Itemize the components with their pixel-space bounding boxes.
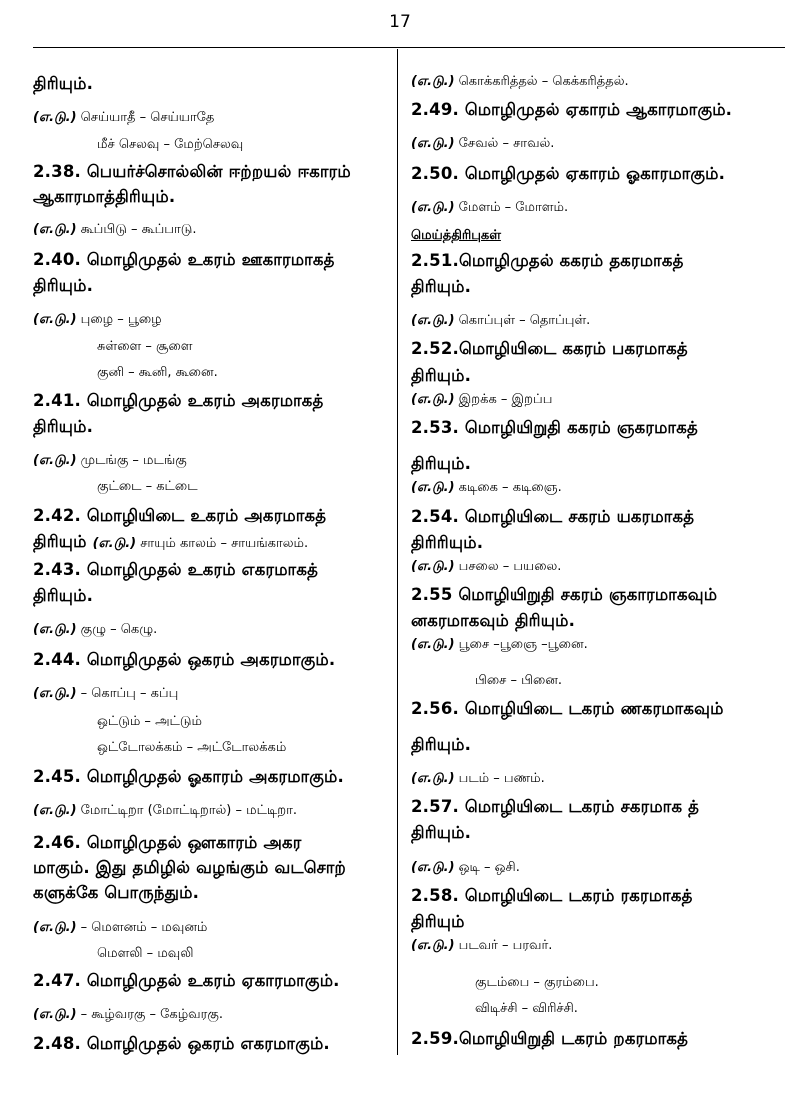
- rule-heading: களுக்கே பொருந்தும்.: [33, 883, 200, 902]
- rule-heading: 2.59.மொழியிறுதி டகரம் றகரமாகத்: [411, 1029, 689, 1048]
- example-text: – கூழ்வரகு – கேழ்வரகு.: [76, 1007, 223, 1022]
- rule-heading: 2.58. மொழியிடை டகரம் ரகரமாகத்: [411, 886, 693, 905]
- example-text: குழு – கெழு.: [76, 622, 158, 637]
- example-line: [411, 134, 783, 154]
- rule-heading: திரியும்.: [33, 586, 94, 605]
- rule-heading: 2.43. மொழிமுதல் உகரம் எகரமாகத்: [33, 560, 319, 579]
- example-label: (எ.டு.): [33, 453, 77, 468]
- example-label: (எ.டு.): [33, 803, 77, 818]
- example-text: மேளம் – மோளம்.: [454, 200, 569, 215]
- example-line: [411, 858, 783, 878]
- rule-heading: திரியும்.: [411, 735, 472, 754]
- rule-heading: திரியும்.: [411, 366, 472, 385]
- example-continuation: விடிச்சி – விரிச்சி.: [475, 1001, 578, 1016]
- example-continuation: ஒட்டும் – அட்டும்: [97, 714, 202, 729]
- example-label: (எ.டு.): [411, 200, 455, 215]
- rule-heading: 2.46. மொழிமுதல் ஔகாரம் அகர: [33, 833, 302, 852]
- rule-heading: திரியும்.: [33, 276, 94, 295]
- example-line: [411, 198, 783, 218]
- example-label: (எ.டு.): [33, 686, 77, 701]
- rule-heading: 2.56. மொழியிடை டகரம் ணகரமாகவும்: [411, 699, 724, 718]
- rule-heading: 2.41. மொழிமுதல் உகரம் அகரமாகத்: [33, 391, 324, 410]
- example-line: [33, 801, 389, 821]
- example-line: [33, 108, 389, 128]
- rule-heading: 2.38. பெயர்ச்சொல்லின் ஈற்றயல் ஈகாரம்: [33, 162, 351, 181]
- rule-heading: 2.54. மொழியிடை சகரம் யகரமாகத்: [411, 507, 695, 526]
- example-text: கொக்கரித்தல் – கெக்கரித்தல்.: [454, 74, 629, 89]
- example-continuation: ஒட்டோலக்கம் – அட்டோலக்கம்: [97, 740, 287, 755]
- rule-heading: திரியும்.: [411, 454, 472, 473]
- rule-heading: 2.52.மொழியிடை ககரம் பகரமாகத்: [411, 339, 688, 358]
- example-label: (எ.டு.): [411, 74, 455, 89]
- rule-heading: திரியும்.: [33, 74, 94, 93]
- example-continuation: மௌலி – மவுலி: [97, 946, 194, 961]
- example-continuation: பிசை – பினை.: [475, 673, 563, 688]
- example-text: – மௌனம் – மவுனம்: [76, 920, 208, 935]
- rule-heading: ஆகாரமாத்திரியும்.: [33, 187, 176, 206]
- rule-heading: மாகும். இது தமிழில் வழங்கும் வடசொற்: [33, 858, 346, 877]
- rule-heading: 2.55 மொழியிறுதி சகரம் ஞகாரமாகவும்: [411, 585, 718, 604]
- example-text: இறக்க – இறப்ப: [454, 392, 553, 407]
- header-rule: [33, 47, 785, 48]
- example-text: பசலை – பயலை.: [454, 559, 562, 574]
- example-continuation: மீச் செலவு – மேற்செலவு: [97, 137, 244, 152]
- example-line: [411, 635, 783, 655]
- example-label: (எ.டு.): [411, 313, 455, 328]
- example-text: கூப்பிடு – கூப்பாடு.: [76, 222, 197, 237]
- rule-heading: திரியும்.: [33, 417, 94, 436]
- example-label: (எ.டு.): [33, 222, 77, 237]
- example-line: [33, 310, 389, 330]
- example-line: [411, 72, 783, 92]
- example-text: சாயும் காலம் – சாயங்காலம்.: [136, 536, 309, 551]
- example-label: (எ.டு.): [411, 480, 455, 495]
- example-text: செய்யாதீ – செய்யாதே: [76, 110, 215, 125]
- example-label: (எ.டு.): [33, 1007, 77, 1022]
- example-line: [411, 769, 783, 789]
- example-text: புழை – பூழை: [76, 312, 162, 327]
- example-label: (எ.டு.): [33, 110, 77, 125]
- rule-heading: 2.50. மொழிமுதல் ஏகாரம் ஓகாரமாகும்.: [411, 164, 726, 183]
- rule-heading: திரியும்.: [411, 277, 472, 296]
- example-text: – கொப்பு – கப்பு: [76, 686, 179, 701]
- example-line: [33, 684, 389, 704]
- rule-heading: திரிரியும்.: [411, 533, 484, 552]
- rule-heading: 2.44. மொழிமுதல் ஒகரம் அகரமாகும்.: [33, 650, 336, 669]
- example-label: (எ.டு.): [411, 860, 455, 875]
- example-continuation: குடம்பை – குரம்பை.: [475, 975, 599, 990]
- example-continuation: சுள்ளை – சூளை: [97, 339, 193, 354]
- example-line: [33, 451, 389, 471]
- rule-heading: 2.53. மொழியிறுதி ககரம் ஞகரமாகத்: [411, 418, 698, 437]
- example-line: [33, 918, 389, 938]
- example-continuation: குட்டை – கட்டை: [97, 479, 198, 494]
- rule-heading: 2.42. மொழியிடை உகரம் அகரமாகத்: [33, 506, 327, 525]
- rule-heading: 2.49. மொழிமுதல் ஏகாரம் ஆகாரமாகும்.: [411, 100, 733, 119]
- text-line: [411, 224, 783, 246]
- rule-heading: திரியும்: [411, 912, 465, 931]
- example-continuation: குனி – கூனி, கூனை.: [97, 365, 218, 380]
- example-label: (எ.டு.): [411, 559, 455, 574]
- example-line: [411, 557, 783, 577]
- example-text: கடிகை – கடிஞை.: [454, 480, 562, 495]
- rule-heading: 2.57. மொழியிடை டகரம் சகரமாக த்: [411, 797, 700, 816]
- example-text: மோட்டிறா (மோட்டிறால்) – மட்டிறா.: [76, 803, 298, 818]
- rule-heading: 2.51.மொழிமுதல் ககரம் தகரமாகத்: [411, 251, 684, 270]
- rule-heading: னகரமாகவும் திரியும்.: [411, 611, 576, 630]
- heading-with-example: [33, 530, 389, 554]
- example-text: சேவல் – சாவல்.: [454, 136, 555, 151]
- rule-heading: திரியும்.: [411, 823, 472, 842]
- example-label: (எ.டு.): [411, 392, 455, 407]
- example-line: [33, 620, 389, 640]
- example-label: (எ.டு.): [33, 622, 77, 637]
- example-text: படம் – பணம்.: [454, 771, 545, 786]
- example-text: முடங்கு – மடங்கு: [76, 453, 187, 468]
- example-label: (எ.டு.): [411, 637, 455, 652]
- column-divider: [397, 49, 398, 1055]
- example-label: (எ.டு.): [411, 136, 455, 151]
- example-text: கொப்புள் – தொப்புள்.: [454, 313, 591, 328]
- example-line: [33, 220, 389, 240]
- rule-heading: 2.47. மொழிமுதல் உகரம் ஏகாரமாகும்.: [33, 971, 340, 990]
- example-text: படவர் – பரவர்.: [454, 938, 553, 953]
- example-line: [411, 390, 783, 410]
- example-label: (எ.டு.): [33, 312, 77, 327]
- rule-heading: 2.45. மொழிமுதல் ஓகாரம் அகரமாகும்.: [33, 767, 345, 786]
- example-label: (எ.டு.): [92, 536, 137, 551]
- rule-heading: 2.48. மொழிமுதல் ஒகரம் எகரமாகும்.: [33, 1034, 330, 1053]
- example-line: [411, 478, 783, 498]
- page-number: 17: [389, 12, 411, 32]
- example-line: [33, 1005, 389, 1025]
- example-line: [411, 311, 783, 331]
- rule-heading: 2.40. மொழிமுதல் உகரம் ஊகாரமாகத்: [33, 250, 335, 269]
- example-text: ஒடி – ஒசி.: [454, 860, 520, 875]
- example-text: பூசை –பூஞை –பூனை.: [454, 637, 588, 652]
- example-line: [411, 936, 783, 956]
- rule-heading: திரியும்: [33, 532, 93, 551]
- example-label: (எ.டு.): [33, 920, 77, 935]
- section-subheading: மெய்த்திரிபுகள்: [411, 228, 501, 243]
- example-label: (எ.டு.): [411, 938, 455, 953]
- example-label: (எ.டு.): [411, 771, 455, 786]
